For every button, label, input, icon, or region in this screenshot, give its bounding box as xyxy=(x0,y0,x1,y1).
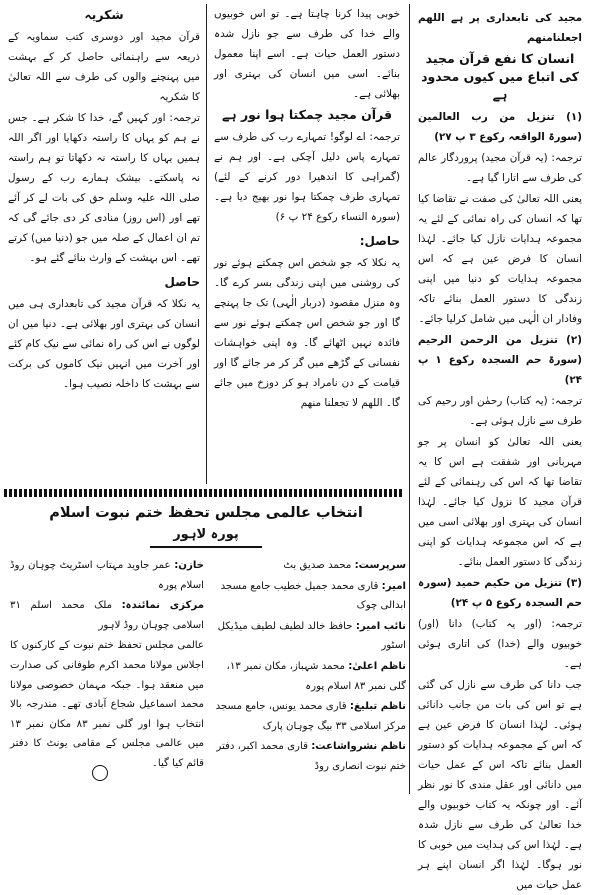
treasurer-row xyxy=(10,556,204,595)
officer-name: محمد شہباز، مکان نمبر ۱۳، گلی نمبر ۸۳ اسلام پورہ xyxy=(226,660,406,692)
column-title: مجید کی تابعداری پر ہے اللهم اجعلنامنهم xyxy=(418,12,582,44)
end-mark-circle xyxy=(92,765,108,781)
notice-subtitle: پورہ لاہور xyxy=(150,526,262,548)
officer-name: قاری محمد جمیل خطیب جامع مسجد ابدالی چوک xyxy=(220,580,406,612)
section-heading: انسان کا نفع قرآن مجید کی اتباع میں کیوں محدود ہے xyxy=(421,51,579,102)
officers-list xyxy=(210,556,406,778)
result-label: حاصل xyxy=(164,275,200,289)
paragraph: قرآن مجید اور دوسری کتب سماویہ کے ذریعہ سے راہنمائی حاصل کر کے بہشت میں پہنچنے والوں کی طرف سے اللہ تعالیٰ کا شکریہ xyxy=(8,31,200,103)
meeting-note: عالمی مجلس تحفظ ختم نبوت کے کارکنوں کا اجلاس مولانا محمد اکرم طوفانی کی صدارت میں منعقد ہوا۔ جبکہ مہمان خصوصی مولانا محمد اسماعیل شجاع آبادی تھے۔ مندرجہ بالا انتخاب ہوا اور گلی نمبر ۸۳ مکان نمبر ۱۳ میں عالمی مجلس کے مقامی یونٹ کا دفتر قائم کیا گیا۔ xyxy=(10,640,204,769)
notice-title: انتخاب عالمی مجلس تحفظ ختم نبوت اسلام xyxy=(49,505,363,521)
officer-row xyxy=(210,697,406,736)
officer-name: عمر جاوید مہتاب اسٹریٹ چوہان روڈ اسلام پورہ xyxy=(10,560,204,591)
translation: ترجمہ: (یہ قرآن مجید) پروردگار عالم کی طرف سے اتارا گیا ہے۔ xyxy=(418,152,582,184)
officer-role: خازن: xyxy=(174,560,204,571)
officer-role: ناظم اعلیٰ: xyxy=(348,660,406,672)
verse-reference: (۳) تنزیل من حکیم حمید (سورہ حم السجدہ رکوع ۵ پ ۲۴) xyxy=(418,577,582,609)
officer-role: سرپرست: xyxy=(354,560,406,571)
officer-role: مرکزی نمائندہ: xyxy=(121,600,205,612)
officer-role: ناظم تبلیغ: xyxy=(349,701,406,713)
translation: ترجمہ: اے لوگو! تمہارے رب کی طرف سے تمہارے پاس دلیل آچکی ہے۔ اور ہم نے (گمراہی کا اندھیرا دور کرنے کے لئے) تمہاری طرف چمکتا ہوا نور بھیج دیا ہے۔ (سورہ النساء رکوع ۲۴ پ ۶) xyxy=(214,131,400,223)
paragraph: یہ نکلا کہ جو شخص اس چمکتے ہوئے نور کی روشنی میں اپنی زندگی بسر کرے گا۔ وہ منزل مقصود (دربار الٰہی) تک جا پہنچے گا اور جو شخص اس چمکتے ہوئے نور سے فائدہ نہیں اٹھائے گا۔ وہ اپنی خواہشات نفسانی کے گڑھے میں گر کر مر جائے گا اور قیامت کے دن نامراد ہو کر دوزخ میں جائے گا۔ اللهم لا تجعلنا منهم xyxy=(214,257,400,409)
notice-details xyxy=(10,556,204,775)
officer-role: ناظم نشرواشاعت: xyxy=(311,741,406,753)
article-column-left xyxy=(8,4,200,482)
officer-name: قاری محمد اکبر، دفتر ختم نبوت انصاری روڈ xyxy=(216,741,406,772)
section-heading: قرآن مجید چمکتا ہوا نور ہے xyxy=(221,107,393,122)
paragraph: یعنی اللہ تعالیٰ کو انسان پر جو مہربانی اور شفقت ہے اس کا یہ تقاضا تھا کہ اس کی رہنمائی کے لئے قرآن مجید کا نزول کیا جائے۔ لہٰذا انسان کی بہتری اور بھلائی اسی میں ہے کہ اس مجموعہ ہدایات کو اپنی زندگی کا دستور العمل بنائے۔ xyxy=(418,436,582,568)
paragraph: یہ نکلا کہ قرآن مجید کی تابعداری ہی میں انسان کی بہتری اور بھلائی ہے۔ دنیا میں ان لوگوں نے اس کی راہ نمائی سے نیک کام کئے اور آخرت میں انہیں نیک کاموں کی برکت سے بہشت کا داخلہ نصیب ہوا۔ xyxy=(8,298,200,390)
officer-name: حافظ خالد لطیف لطیف میڈیکل اسٹور xyxy=(217,620,406,652)
result-label: حاصل: xyxy=(359,234,400,248)
officer-row xyxy=(210,577,406,616)
verse-reference: (۱) تنزیل من رب العالمین (سورۃ الواقعہ رکوع ۳ پ ۲۷) xyxy=(418,111,582,143)
officer-row xyxy=(210,617,406,656)
officer-row xyxy=(210,657,406,696)
article-column-right xyxy=(418,8,582,891)
column-divider xyxy=(206,4,207,484)
officer-name: ملک محمد اسلم ۳۱ اسلامی چوہان روڈ لاہور xyxy=(10,600,204,631)
translation: ترجمہ: (اور یہ کتاب) دانا (اور) خوبیوں والے (خدا) کی اتاری ہوئی ہے۔ xyxy=(418,618,582,670)
officer-name: قاری محمد یونس، جامع مسجد مرکز اسلامی ۳۳ بیگ چوہان پارک xyxy=(215,701,406,732)
paragraph: خوبی پیدا کرنا چاہتا ہے۔ تو اس خوبیوں والے خدا کی طرف سے جو نازل شدہ دستور العمل حیات ہے۔ اسے اپنا معمول بنائے۔ اسی میں انسان کی بہتری اور بھلائی ہے۔ xyxy=(214,8,400,100)
paragraph: جب دانا کی طرف سے نازل کی گئی ہے تو اس کی بات من جانب دانائی ہوئی۔ لہٰذا انسان کا فرض عین ہے کہ اس کے مجموعہ ہدایات کو دستور العمل بنائے تاکہ اس کے عمل حیات میں دانائی اور عقل مندی کا نور نظر آئے۔ اور چونکہ یہ کتاب خوبیوں والے خدا تعالیٰ کی طرف سے نازل شدہ ہے۔ لہٰذا اس کی ہدایت میں خوبی کا نور ہوگا۔ لہٰذا اگر انسان اپنے ہر عمل حیات میں xyxy=(418,679,582,891)
officer-role: امیر: xyxy=(381,580,406,592)
translation: ترجمہ: (یہ کتاب) رحمٰن اور رحیم کی طرف سے نازل ہوئی ہے۔ xyxy=(418,395,582,427)
verse-reference: (۲) تنزیل من الرحمن الرحیم (سورۃ حم السجدہ رکوع ۱ پ ۲۴) xyxy=(418,334,582,386)
article-column-middle xyxy=(214,4,400,482)
central-rep-row xyxy=(10,596,204,635)
officer-row xyxy=(210,737,406,776)
officer-row xyxy=(210,556,406,576)
paragraph: یعنی اللہ تعالیٰ کی صفت نے تقاضا کیا تھا کہ انسان کی راہ نمائی کے لئے یہ مجموعہ ہدایات نازل کیا جائے۔ لہٰذا انسان کا فرض عین ہے کہ اس مجموعہ ہدایات کو دنیا میں اپنی زندگی کا دستور العمل بنائے تاکہ وفادار ان الٰہی میں شامل کرلیا جائے۔ xyxy=(418,193,582,325)
column-divider xyxy=(409,4,410,794)
section-separator xyxy=(4,489,404,497)
officer-name: محمد صدیق بٹ xyxy=(283,560,352,571)
translation: ترجمہ: اور کہیں گے، خدا کا شکر ہے۔ جس نے ہم کو یہاں کا راستہ دکھایا اور اگر اللہ ہمیں یہاں کا راستہ نہ دکھاتا تو ہم راستہ نہ پاسکتے۔ بیشک ہمارے رب کے رسول صلی اللہ علیہ وسلم حق کی بات لے کر آئے تھے اور (اس روز) منادی کر دی جائے گی کہ تم ان اعمال کے صلہ میں جو (دنیا میں) کرتے تھے۔ اس بہشت کے وارث بنائے گئے ہو۔ xyxy=(8,112,200,264)
section-heading: شکریہ xyxy=(84,7,124,22)
officer-role: نائب امیر: xyxy=(355,620,406,632)
